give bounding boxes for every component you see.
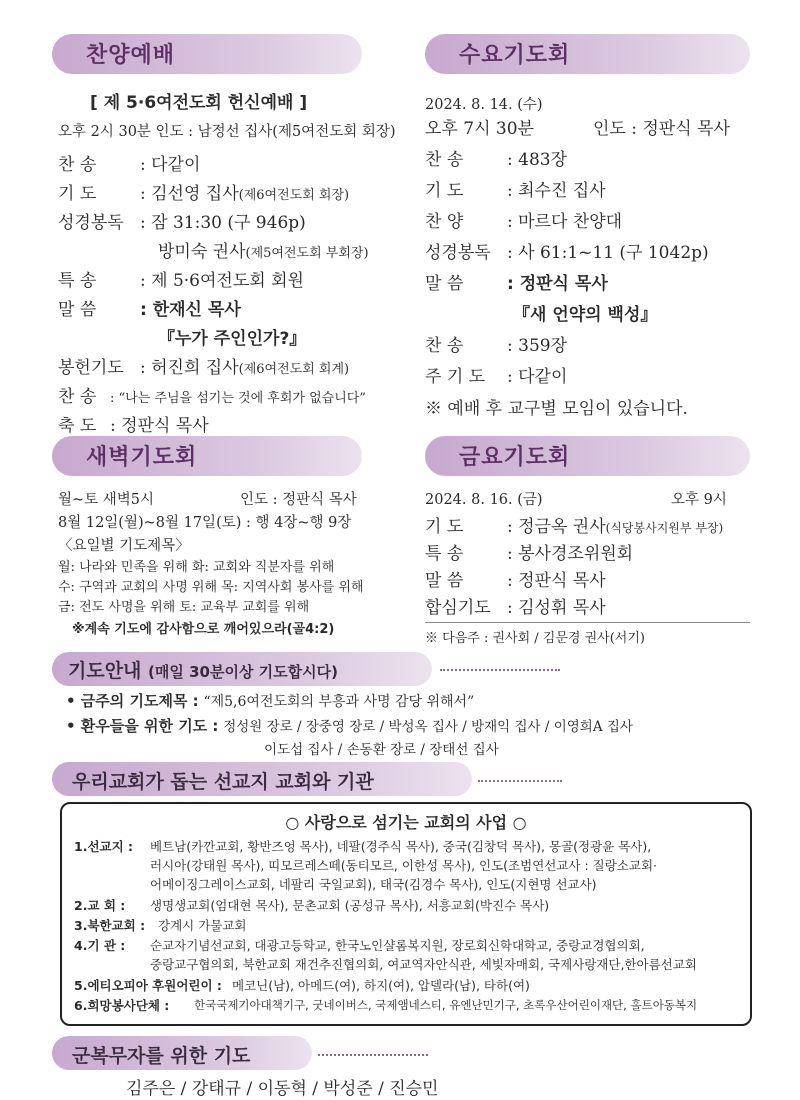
worship-title-pill — [52, 34, 362, 74]
wednesday-date: 2024. 8. 14. (수) — [425, 97, 543, 113]
dawn-topic: 수: 구역과 교회의 사명 위해 목: 지역사회 봉사를 위해 — [58, 580, 364, 595]
wednesday-note: ※ 예배 후 교구별 모임이 있습니다. — [425, 399, 688, 419]
dawn-range: 8월 12일(월)~8월 17일(토) : 행 4장~행 9장 — [58, 515, 352, 531]
mission-row-line: 생명생교회(엄대현 목사), 문촌교회 (공성규 목사), 서흥교회(박진수 목사) — [150, 898, 550, 913]
wednesday-leader: 인도 : 정판식 목사 — [593, 119, 730, 139]
worship-reading: 성경봉독 : 잠 31:30 (구 946p) — [58, 213, 306, 233]
worship-title: 찬양예배 — [86, 43, 176, 68]
worship-sermon-title: 『누가 주인인가?』 — [158, 329, 307, 349]
mission-row-institutions: 4.기 관 : — [74, 938, 126, 953]
friday-special: 특 송 : 봉사경조위원회 — [425, 544, 634, 564]
mission-row-volunteer: 6.희망봉사단체 : — [74, 998, 170, 1013]
dawn-topic: 금: 전도 사명을 위해 토: 교육부 교회를 위해 — [58, 600, 310, 615]
worship-sermon: 말 씀 : 한재신 목사 — [58, 300, 241, 320]
friday-note: ※ 다음주 : 권사회 / 김문경 권사(서기) — [425, 631, 645, 646]
worship-time: 오후 2시 30분 인도 : 남정선 집사(제5여전도회 회장) — [58, 124, 396, 140]
worship-hymn2: 찬 송 : “나는 주님을 섬기는 것에 후회가 없습니다” — [58, 387, 366, 407]
dawn-topics-heading: 〈요일별 기도제목〉 — [58, 538, 190, 554]
wednesday-title: 수요기도회 — [459, 43, 571, 68]
mission-row-line: 순교자기념선교회, 대광고등학교, 한국노인샬롬복지원, 장로회신학대학교, 중랑교경협의회, — [150, 938, 645, 953]
worship-reading2: 방미숙 권사(제5여전도회 부회장) — [158, 242, 369, 262]
military-title: 군복무자를 위한 기도 — [72, 1045, 251, 1067]
dawn-verse: ※계속 기도에 감사함으로 깨어있으라(골4:2) — [72, 622, 335, 637]
wednesday-hymn: 찬 송 : 483장 — [425, 150, 568, 170]
dawn-title-pill — [52, 436, 362, 476]
mission-row-line: 러시아(강태원 목사), 띠모르레스떼(동티모르, 이한성 목사), 인도(조범연선교사 : 질랑소교회· — [150, 858, 658, 873]
mission-row-ethiopia: 5.에티오피아 후원어린이 : — [74, 978, 222, 993]
mission-row-line: 어메이징그레이스교회, 네팔리 국일교회), 태국(김경수 목사), 인도(지현명 선교사) — [150, 877, 597, 892]
missions-dots — [478, 780, 562, 782]
prayer-guide-dots — [440, 669, 560, 671]
friday-prayer: 기 도 : 정금옥 권사(식당봉사지원부 부장) — [425, 517, 724, 537]
mission-row-line: 한국국제기아대책기구, 굿네이버스, 국제앰네스티, 유엔난민기구, 초록우산어린이재단, 홀트아동복지 — [194, 998, 698, 1012]
friday-date: 2024. 8. 16. (금) — [425, 492, 543, 508]
military-names: 김주은 / 강태규 / 이동혁 / 박성준 / 진승민 — [126, 1079, 439, 1099]
wednesday-title-pill — [425, 34, 750, 74]
friday-sermon: 말 씀 : 정판식 목사 — [425, 571, 606, 591]
worship-heading: [ 제 5·6여전도회 헌신예배 ] — [90, 93, 308, 113]
friday-unison: 합심기도 : 김성휘 목사 — [425, 598, 606, 618]
friday-divider — [425, 622, 750, 623]
friday-title-pill — [425, 436, 750, 476]
mission-row-overseas: 1.선교지 : — [74, 839, 134, 854]
missions-box-title: ○ 사랑으로 섬기는 교회의 사업 ○ — [285, 813, 527, 832]
friday-title: 금요기도회 — [459, 445, 571, 470]
wednesday-choir: 찬 양 : 마르다 찬양대 — [425, 212, 623, 232]
wednesday-hymn2: 찬 송 : 359장 — [425, 336, 568, 356]
dawn-leader: 인도 : 정판식 목사 — [240, 492, 357, 508]
missions-title: 우리교회가 돕는 선교지 교회와 기관 — [72, 771, 374, 793]
wednesday-lords-prayer: 주 기 도 : 다같이 — [425, 367, 568, 387]
worship-blessing: 축 도 : 정판식 목사 — [58, 416, 209, 436]
prayer-guide-item2-cont: 이도섭 집사 / 손동환 장로 / 장태선 집사 — [264, 742, 499, 758]
mission-row-line: 강계시 가물교회 — [158, 918, 247, 933]
dawn-title: 새벽기도회 — [86, 445, 198, 470]
mission-row-churches: 2.교 회 : — [74, 898, 126, 913]
worship-offering: 봉헌기도 : 허진희 집사(제6여전도회 회계) — [58, 358, 350, 378]
prayer-guide-item2: • 환우들을 위한 기도 : 정성원 장로 / 장중영 장로 / 박성옥 집사 / 방재익 집사 / 이영희A 집사 — [66, 717, 633, 735]
dawn-topic: 월: 나라와 민족을 위해 화: 교회와 직분자를 위해 — [58, 560, 335, 575]
dawn-time: 월~토 새벽5시 — [58, 492, 155, 508]
mission-row-north-korea: 3.북한교회 : — [74, 918, 146, 933]
worship-hymn: 찬 송 : 다같이 — [58, 155, 201, 175]
military-dots — [318, 1054, 428, 1056]
missions-box — [60, 802, 752, 1026]
wednesday-time: 오후 7시 30분 — [425, 119, 534, 139]
mission-row-line: 베트남(카깐교회, 황반즈엉 목사), 네팔(경주식 목사), 중국(김창덕 목사), 몽골(정광윤 목사), — [150, 839, 652, 854]
mission-row-line: 중랑교구협의회, 북한교회 재건추진협의회, 여교역자안식관, 세빛자매회, 국제사랑재단,한아름선교회 — [150, 957, 697, 972]
prayer-guide-item1: • 금주의 기도제목 : “제5,6여전도회의 부흥과 사명 감당 위해서” — [66, 692, 475, 710]
prayer-guide-title: 기도안내 (매일 30분이상 기도합시다) — [68, 660, 338, 682]
wednesday-prayer: 기 도 : 최수진 집사 — [425, 181, 606, 201]
wednesday-reading: 성경봉독 : 사 61:1~11 (구 1042p) — [425, 243, 709, 263]
worship-prayer: 기 도 : 김선영 집사(제6여전도회 회장) — [58, 184, 350, 204]
wednesday-sermon-title: 『새 언약의 백성』 — [513, 305, 658, 325]
mission-row-line: 메코닌(남), 아메드(여), 하지(여), 압델라(남), 타하(여) — [232, 978, 530, 993]
worship-special: 특 송 : 제 5·6여전도회 회원 — [58, 271, 304, 291]
friday-time: 오후 9시 — [671, 492, 727, 508]
wednesday-sermon: 말 씀 : 정판식 목사 — [425, 274, 608, 294]
